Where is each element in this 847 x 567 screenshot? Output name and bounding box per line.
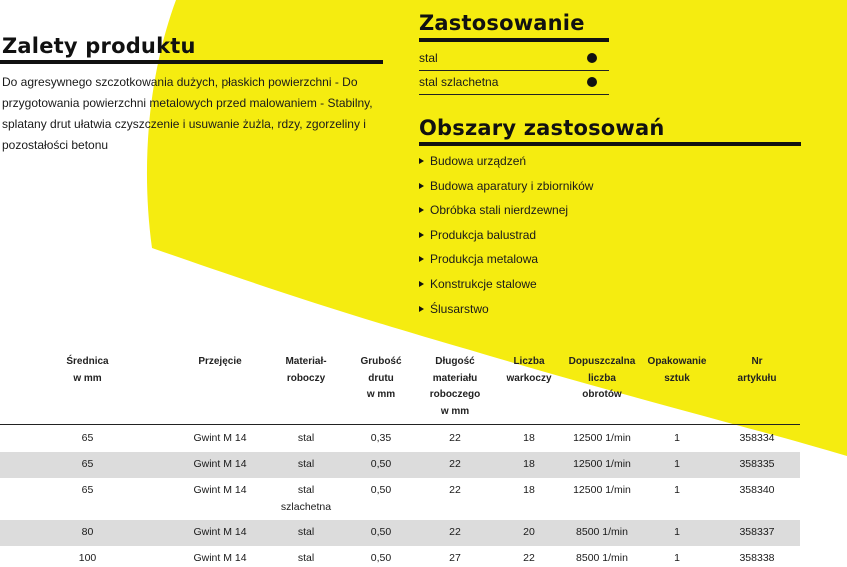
application-item-label: stal szlachetna	[419, 75, 499, 89]
application-area-label: Budowa urządzeń	[430, 154, 527, 168]
table-cell: 358335	[739, 458, 775, 470]
table-cell: 1	[674, 432, 680, 444]
table-header-cell: Materiał- roboczy	[285, 356, 327, 384]
table-cell: stal	[297, 432, 315, 444]
application-area-label: Konstrukcje stalowe	[430, 277, 537, 291]
application-area-item	[419, 251, 538, 267]
application-area-label: Produkcja metalowa	[430, 252, 539, 267]
table-row	[0, 520, 800, 547]
application-area-item	[419, 153, 526, 169]
triangle-bullet-icon	[419, 207, 424, 213]
table-row	[0, 478, 800, 521]
application-area-label: Ślusarstwo	[430, 301, 489, 316]
triangle-bullet-icon	[419, 183, 424, 189]
table-header-cell: Dopuszczalna liczba obrotów	[568, 356, 636, 400]
section-title-obszary: Obszary zastosowań	[419, 116, 665, 140]
table-cell: 8500 1/min	[576, 526, 628, 538]
application-area-label: Budowa aparatury i zbiorników	[430, 178, 594, 193]
table-cell: 18	[523, 484, 535, 496]
table-row	[0, 452, 800, 479]
triangle-bullet-icon	[419, 158, 424, 164]
table-cell: 80	[81, 526, 94, 538]
table-cell: Gwint M 14	[193, 526, 247, 538]
triangle-bullet-icon	[419, 281, 424, 287]
application-area-item	[419, 178, 593, 194]
application-area-item	[419, 227, 536, 243]
table-cell: 0,50	[370, 484, 392, 496]
application-item	[419, 70, 609, 95]
table-cell: Gwint M 14	[193, 432, 247, 444]
table-row	[0, 546, 800, 566]
product-description: Do agresywnego szczotkowania dużych, płaskich powierzchni - Do przygotowania powierzchni metalowych przed malowaniem - Stabilny, splatany drut ułatwia czyszczenie i usuwanie żużla, rdzy, zgorzeliny i pozostałości betonu	[2, 75, 373, 152]
table-cell: 358337	[739, 526, 775, 538]
table-cell: 22	[449, 458, 461, 470]
table-cell: 100	[78, 552, 97, 564]
table-cell: 20	[523, 526, 535, 538]
table-cell: 1	[674, 458, 680, 470]
section-title-zalety: Zalety produktu	[2, 34, 196, 58]
application-area-label: Produkcja balustrad	[430, 227, 537, 242]
table-cell: Gwint M 14	[193, 484, 247, 496]
table-header-cell: Nr artykułu	[737, 356, 777, 384]
table-header-cell: Liczba warkoczy	[506, 356, 552, 384]
table-header-cell: Średnica w mm	[66, 356, 109, 384]
table-cell: 0,50	[370, 526, 392, 538]
table-cell: 8500 1/min	[576, 552, 628, 564]
triangle-bullet-icon	[419, 232, 424, 238]
table-row	[0, 426, 800, 453]
application-area-item	[419, 202, 568, 218]
table-cell: Gwint M 14	[193, 552, 247, 564]
table-cell: 358334	[739, 432, 775, 444]
section-divider	[419, 38, 609, 42]
application-area-item	[419, 276, 537, 292]
table-cell: 0,50	[370, 458, 392, 470]
table-cell: 12500 1/min	[573, 458, 631, 470]
table-cell: 18	[523, 432, 535, 444]
table-cell: 65	[81, 432, 94, 444]
table-cell: 0,35	[370, 432, 392, 444]
table-cell: 358338	[739, 552, 775, 564]
table-cell: stal	[297, 526, 315, 538]
application-item-label: stal	[419, 51, 438, 65]
table-cell: 22	[449, 526, 461, 538]
table-header-divider	[0, 424, 800, 425]
table-cell: stal	[297, 458, 315, 470]
table-cell: stal	[297, 552, 315, 564]
table-cell: 1	[674, 526, 680, 538]
table-cell: 12500 1/min	[573, 432, 631, 444]
table-header-cell: Przejęcie	[198, 356, 242, 367]
table-cell: 358340	[739, 484, 775, 496]
table-cell: 65	[81, 484, 94, 496]
table-cell: 27	[449, 552, 461, 564]
section-divider	[0, 60, 383, 64]
application-area-label: Obróbka stali nierdzewnej	[430, 203, 569, 218]
table-cell: 22	[449, 432, 461, 444]
section-divider	[419, 142, 801, 146]
table-cell: stal szlachetna	[280, 484, 332, 513]
table-cell: 1	[674, 484, 680, 496]
application-area-item	[419, 301, 489, 317]
table-cell: 22	[523, 552, 535, 564]
section-title-zastosowanie: Zastosowanie	[419, 11, 585, 35]
bullet-dot-icon	[587, 77, 597, 87]
bullet-dot-icon	[587, 53, 597, 63]
triangle-bullet-icon	[419, 256, 424, 262]
table-cell: 18	[523, 458, 535, 470]
table-cell: Gwint M 14	[193, 458, 247, 470]
table-cell: 12500 1/min	[573, 484, 631, 496]
table-header-cell: Długość materiału roboczego w mm	[429, 356, 481, 417]
table-header-cell: Grubość drutu w mm	[360, 356, 402, 400]
table-cell: 65	[81, 458, 94, 470]
table-header-cell: Opakowanie sztuk	[647, 356, 707, 384]
table-cell: 22	[449, 484, 461, 496]
table-cell: 1	[674, 552, 680, 564]
table-cell: 0,50	[370, 552, 392, 564]
triangle-bullet-icon	[419, 306, 424, 312]
application-item	[419, 46, 609, 71]
